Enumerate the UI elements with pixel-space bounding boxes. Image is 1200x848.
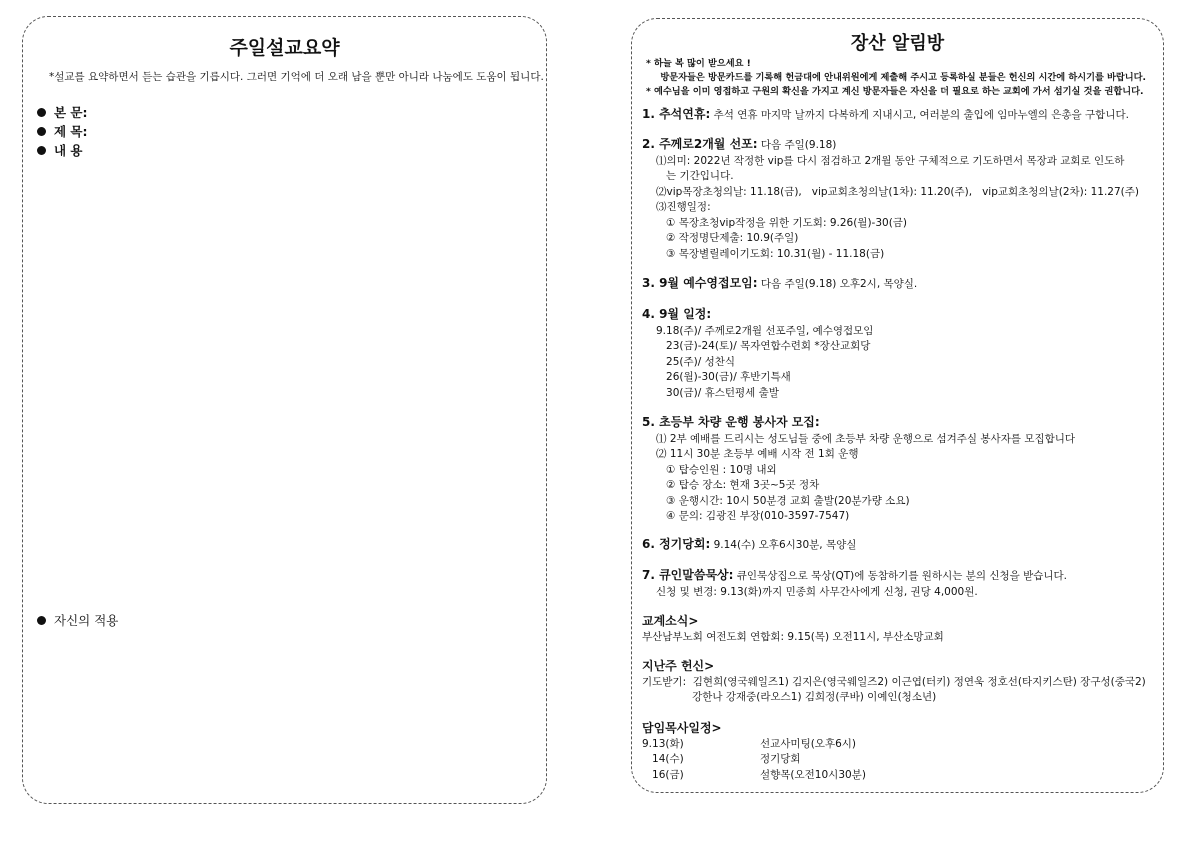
- item-line: ① 탑승인원 : 10명 내외: [656, 463, 777, 476]
- bullet-icon: [37, 146, 46, 155]
- item-line: 는 기간입니다.: [656, 170, 734, 182]
- schedule-date: 9.13(화): [642, 737, 684, 750]
- notice-item-7: [642, 568, 1155, 600]
- sermon-summary-panel: [22, 16, 547, 804]
- intro-line: 방문자들은 방문카드를 기록해 헌금대에 안내위원에게 제출해 주시고 등록하실 분들은 헌신의 시간에 하시기를 바랍니다.: [654, 72, 1147, 83]
- schedule-row: [642, 752, 1155, 768]
- item-heading: 7. 큐인말씀묵상:: [642, 568, 734, 582]
- item-line: ⑴의미: 2022년 작정한 vip를 다시 점검하고 2개월 동안 구체적으로 기도하면서 목장과 교회로 인도하: [656, 154, 1125, 167]
- item-text: 9.14(수) 오후6시30분, 목양실: [710, 539, 857, 551]
- item-line: 25(주)/ 성찬식: [656, 355, 736, 368]
- offering-line: 강한나 강재중(라오스1) 김희정(쿠바) 이예인(청소년): [642, 691, 937, 703]
- schedule-row: [642, 768, 1155, 784]
- schedule-date: 14(수): [642, 753, 684, 765]
- item-heading: 5. 초등부 차량 운행 봉사자 모집:: [642, 415, 820, 429]
- item-line: 9.18(주)/ 주께로2개월 선포주일, 예수영접모임: [656, 324, 874, 337]
- item-line: 23(금)-24(토)/ 목자연합수련회 *장산교회당: [656, 340, 871, 352]
- notice-item-3: [642, 276, 1155, 293]
- field-title: 제 목:: [37, 122, 88, 140]
- last-week-offering: [642, 659, 1155, 706]
- item-line: ③ 운행시간: 10시 50분경 교회 출발(20분가량 소요): [656, 494, 910, 507]
- item-text: 큐인묵상집으로 묵상(QT)에 동참하기를 원하시는 분의 신청을 받습니다.: [733, 570, 1068, 582]
- notice-title: 장산 알림방: [850, 33, 945, 54]
- item-line: ① 목장초청vip작정을 위한 기도회: 9.26(월)-30(금): [656, 216, 908, 229]
- church-notice-panel: [631, 18, 1164, 793]
- schedule-event: 선교사미팅(오후6시): [760, 737, 857, 750]
- notice-item-6: [642, 537, 1155, 554]
- notice-item-5: [642, 415, 1155, 525]
- bullet-icon: [37, 108, 46, 117]
- news-heading: 교계소식>: [642, 614, 699, 628]
- intro-line: * 예수님을 이미 영접하고 구원의 확신을 가지고 계신 방문자들은 자신을 더 필요로 하는 교회에 가서 섬기실 것을 권합니다.: [646, 86, 1144, 97]
- item-heading: 2. 주께로2개월 선포:: [642, 137, 758, 151]
- sermon-note: *설교를 요약하면서 듣는 습관을 기릅시다. 그러면 기억에 더 오래 남을 뿐만 아니라 나눔에도 도움이 됩니다.: [49, 71, 544, 83]
- news-text: 부산남부노회 여전도회 연합회: 9.15(목) 오전11시, 부산소망교회: [642, 630, 944, 643]
- schedule-event: 설향목(오전10시30분): [760, 768, 866, 781]
- item-text: 추석 연휴 마지막 날까지 다복하게 지내시고, 여러분의 출입에 임마누엘의 은총을 구합니다.: [710, 109, 1129, 121]
- item-line: ⑵ 11시 30분 초등부 예배 시작 전 1회 운행: [656, 448, 859, 460]
- schedule-row: [642, 737, 1155, 753]
- item-line: ⑶진행일정:: [656, 201, 711, 213]
- item-line: ⑴ 2부 예배를 드리시는 성도님들 중에 초등부 차량 운행으로 섬겨주실 봉사자를 모집합니다: [656, 432, 1076, 445]
- field-content: 내 용: [37, 141, 83, 159]
- item-line: ④ 문의: 김광진 부장(010-3597-7547): [656, 510, 850, 522]
- notice-item-2: [642, 137, 1155, 262]
- church-news: [642, 614, 1155, 645]
- item-line: 30(금)/ 휴스턴평세 출발: [656, 386, 779, 399]
- item-line: 26(월)-30(금)/ 후반기특새: [656, 371, 791, 383]
- sermon-summary-title: 주일설교요약: [229, 37, 340, 59]
- notice-intro: [646, 57, 1146, 99]
- bullet-icon: [37, 127, 46, 136]
- offering-line: 기도받기: 김현희(영국웨일즈1) 김지은(영국웨일즈2) 이근엽(터키) 정연욱 정호선(타지키스탄) 장구성(중국2): [642, 675, 1146, 688]
- schedule-date: 16(금): [642, 768, 684, 781]
- pastor-schedule: [642, 721, 1155, 783]
- field-application: 자신의 적용: [37, 611, 118, 629]
- field-passage: 본 문:: [37, 103, 88, 121]
- item-heading: 4. 9월 일정:: [642, 307, 712, 321]
- item-line: 신청 및 변경: 9.13(화)까지 민종희 사무간사에게 신청, 권당 4,000원.: [656, 585, 978, 598]
- item-text: 다음 주일(9.18) 오후2시, 목양실.: [757, 278, 918, 290]
- item-heading: 3. 9월 예수영접모임:: [642, 276, 758, 290]
- schedule-event: 정기당회: [760, 753, 801, 765]
- item-line: ③ 목장별릴레이기도회: 10.31(월) - 11.18(금): [656, 247, 885, 260]
- bullet-icon: [37, 616, 46, 625]
- item-line: ② 탑승 장소: 현재 3곳~5곳 정차: [656, 479, 820, 491]
- item-heading: 1. 추석연휴:: [642, 107, 711, 121]
- item-heading: 6. 정기당회:: [642, 537, 711, 551]
- item-line: ② 작정명단제출: 10.9(주일): [656, 232, 799, 244]
- item-text: 다음 주일(9.18): [757, 139, 837, 151]
- intro-line: * 하늘 복 많이 받으세요 !: [646, 58, 751, 69]
- item-line: ⑵vip목장초청의날: 11.18(금), vip교회초청의날(1차): 11.20(주), vip교회초청의날(2차): 11.27(주): [656, 185, 1140, 198]
- notice-item-1: [642, 107, 1155, 124]
- schedule-heading: 담임목사일정>: [642, 721, 722, 735]
- notice-item-4: [642, 307, 1155, 401]
- offering-heading: 지난주 헌신>: [642, 659, 715, 673]
